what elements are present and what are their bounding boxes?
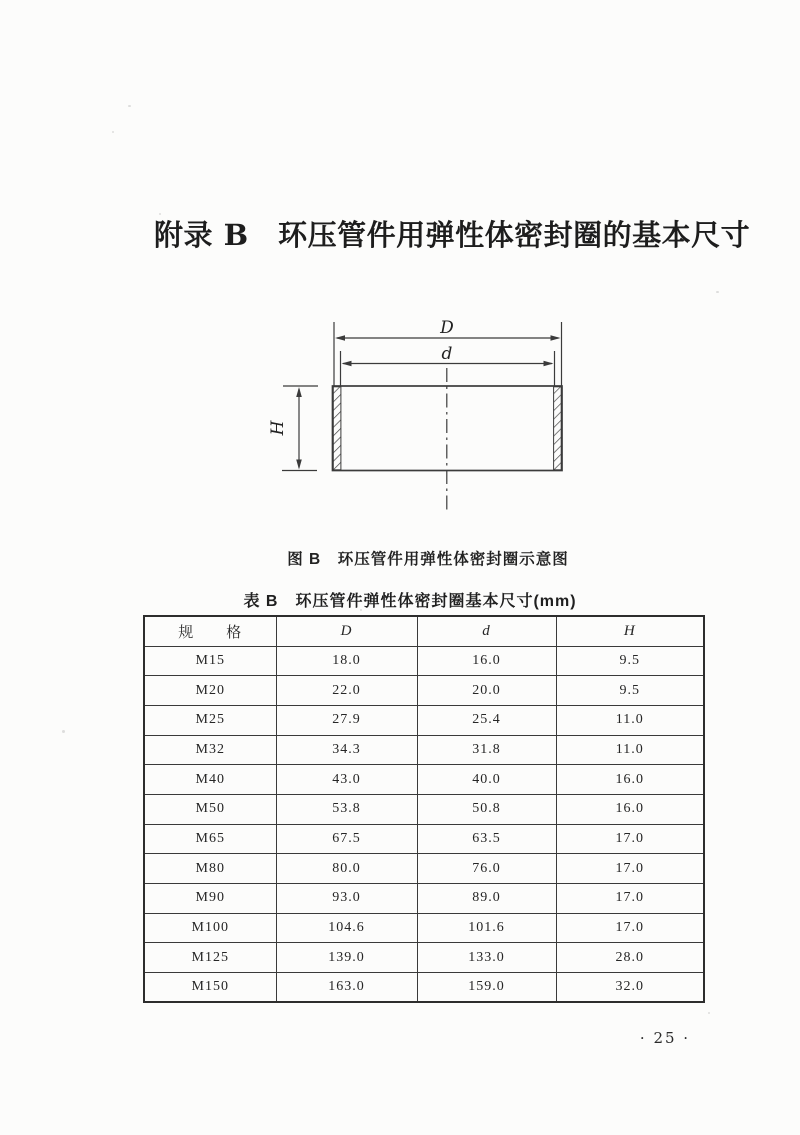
H-cell: 9.5 bbox=[556, 646, 704, 676]
arrowhead bbox=[342, 361, 352, 367]
D-cell: 22.0 bbox=[276, 676, 417, 706]
scan-speck bbox=[708, 1012, 710, 1014]
H-cell: 16.0 bbox=[556, 765, 704, 795]
table-row bbox=[144, 735, 704, 765]
D-cell: 43.0 bbox=[276, 765, 417, 795]
D-cell: 27.9 bbox=[276, 705, 417, 735]
table-row bbox=[144, 943, 704, 973]
D-cell: 18.0 bbox=[276, 646, 417, 676]
spec-cell: M25 bbox=[144, 705, 276, 735]
D-cell: 93.0 bbox=[276, 884, 417, 914]
dimension-D-label: D bbox=[440, 318, 454, 338]
spec-cell: M80 bbox=[144, 854, 276, 884]
scan-speck bbox=[112, 131, 114, 133]
column-header-spec: 规 格 bbox=[144, 616, 276, 646]
scan-speck bbox=[159, 213, 161, 215]
arrowhead bbox=[335, 335, 345, 341]
H-cell: 17.0 bbox=[556, 884, 704, 914]
table-row bbox=[144, 794, 704, 824]
spec-cell: M125 bbox=[144, 943, 276, 973]
table-caption: 表 B 环压管件弹性体密封圈基本尺寸(mm) bbox=[243, 593, 577, 610]
arrowhead bbox=[296, 387, 302, 397]
D-cell: 163.0 bbox=[276, 973, 417, 1003]
d-cell: 16.0 bbox=[417, 646, 556, 676]
spec-cell: M15 bbox=[144, 646, 276, 676]
scan-speck bbox=[716, 291, 719, 293]
seal-ring-diagram bbox=[255, 310, 580, 530]
dimension-H-label: H bbox=[268, 420, 288, 436]
D-cell: 53.8 bbox=[276, 794, 417, 824]
arrowhead bbox=[551, 335, 561, 341]
spec-cell: M65 bbox=[144, 824, 276, 854]
scan-speck bbox=[128, 105, 131, 107]
appendix-title: 附录 B 环压管件用弹性体密封圈的基本尺寸 bbox=[154, 218, 751, 252]
d-cell: 133.0 bbox=[417, 943, 556, 973]
spec-cell: M100 bbox=[144, 913, 276, 943]
table-header-row bbox=[144, 616, 704, 646]
table-row bbox=[144, 646, 704, 676]
column-header-D: D bbox=[276, 616, 417, 646]
table-row bbox=[144, 705, 704, 735]
H-cell: 11.0 bbox=[556, 735, 704, 765]
H-cell: 9.5 bbox=[556, 676, 704, 706]
H-cell: 11.0 bbox=[556, 705, 704, 735]
D-cell: 139.0 bbox=[276, 943, 417, 973]
table-row bbox=[144, 676, 704, 706]
H-cell: 17.0 bbox=[556, 854, 704, 884]
d-cell: 50.8 bbox=[417, 794, 556, 824]
d-cell: 76.0 bbox=[417, 854, 556, 884]
d-cell: 25.4 bbox=[417, 705, 556, 735]
table-row bbox=[144, 854, 704, 884]
spec-cell: M50 bbox=[144, 794, 276, 824]
spec-cell: M40 bbox=[144, 765, 276, 795]
H-cell: 32.0 bbox=[556, 973, 704, 1003]
d-cell: 101.6 bbox=[417, 913, 556, 943]
H-cell: 17.0 bbox=[556, 913, 704, 943]
scan-speck bbox=[62, 730, 65, 733]
d-cell: 20.0 bbox=[417, 676, 556, 706]
d-cell: 63.5 bbox=[417, 824, 556, 854]
table-row bbox=[144, 973, 704, 1003]
arrowhead bbox=[544, 361, 554, 367]
scan-speck bbox=[360, 609, 362, 611]
table-row bbox=[144, 765, 704, 795]
table-row bbox=[144, 884, 704, 914]
H-cell: 16.0 bbox=[556, 794, 704, 824]
column-header-d: d bbox=[417, 616, 556, 646]
column-header-H: H bbox=[556, 616, 704, 646]
figure-caption: 图 B 环压管件用弹性体密封圈示意图 bbox=[287, 551, 569, 568]
spec-cell: M90 bbox=[144, 884, 276, 914]
dimensions-table bbox=[143, 615, 705, 1003]
table-row bbox=[144, 824, 704, 854]
dimension-d-label: d bbox=[441, 344, 453, 364]
d-cell: 31.8 bbox=[417, 735, 556, 765]
D-cell: 80.0 bbox=[276, 854, 417, 884]
seal-ring-diagram-svg bbox=[255, 310, 580, 525]
spec-cell: M20 bbox=[144, 676, 276, 706]
right-wall-hatch bbox=[554, 387, 562, 470]
arrowhead bbox=[296, 460, 302, 470]
D-cell: 104.6 bbox=[276, 913, 417, 943]
page-number: · 25 · bbox=[639, 1029, 691, 1047]
table-row bbox=[144, 913, 704, 943]
d-cell: 89.0 bbox=[417, 884, 556, 914]
spec-cell: M32 bbox=[144, 735, 276, 765]
d-cell: 40.0 bbox=[417, 765, 556, 795]
left-wall-hatch bbox=[333, 387, 341, 470]
D-cell: 34.3 bbox=[276, 735, 417, 765]
H-cell: 28.0 bbox=[556, 943, 704, 973]
d-cell: 159.0 bbox=[417, 973, 556, 1003]
spec-cell: M150 bbox=[144, 973, 276, 1003]
D-cell: 67.5 bbox=[276, 824, 417, 854]
H-cell: 17.0 bbox=[556, 824, 704, 854]
